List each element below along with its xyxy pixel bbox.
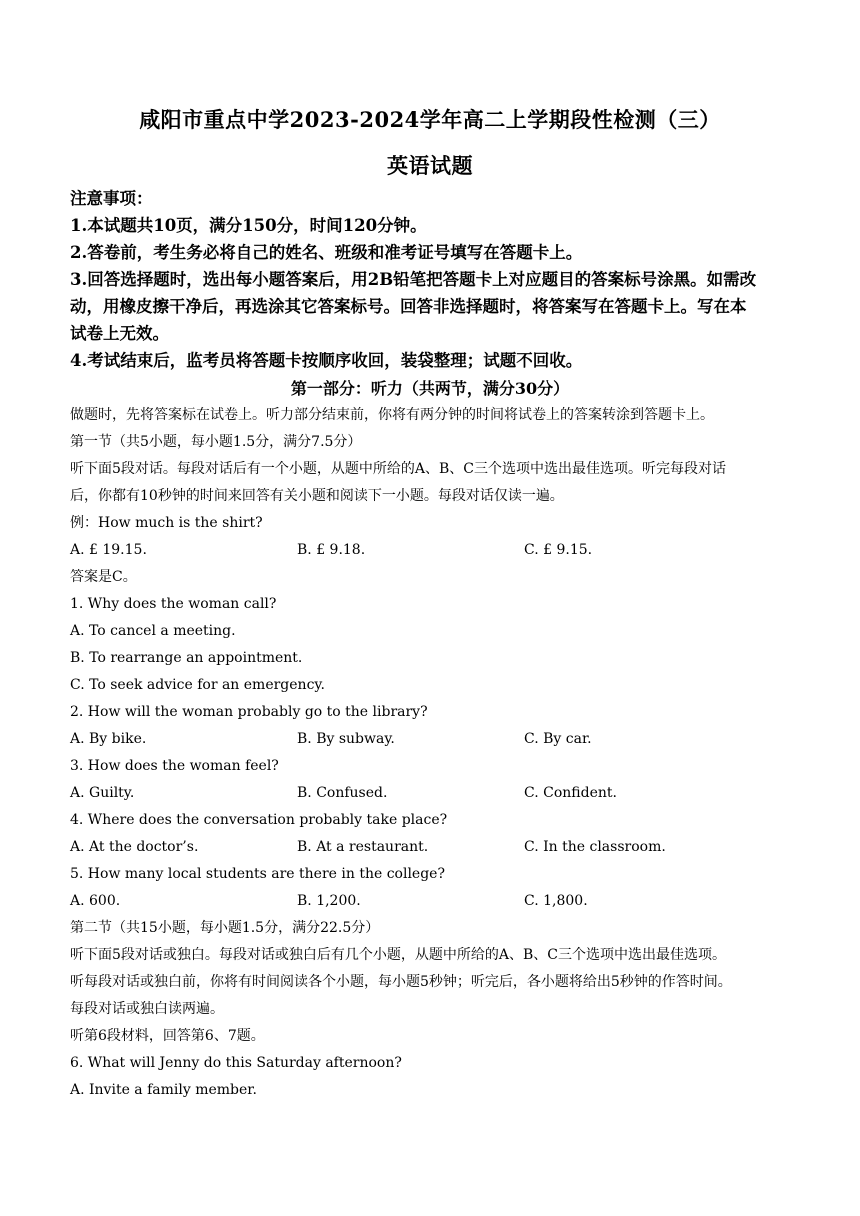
q4-option-b: B. At a restaurant. [297, 839, 429, 855]
section2-heading: 第二节（共15小题，每小题1.5分，满分22.5分） [70, 920, 380, 936]
example-question: 例：How much is the shirt? [70, 515, 263, 531]
q3-stem: 3. How does the woman feel? [70, 758, 279, 774]
part1-instruction: 做题时，先将答案标在试卷上。听力部分结束前，你将有两分钟的时间将试卷上的答案转涂到答题卡上。 [70, 407, 714, 423]
note-3-line-2: 动，用橡皮擦干净后，再选涂其它答案标号。回答非选择题时，将答案写在答题卡上。写在本 [70, 297, 747, 316]
section1-instruction-2: 后，你都有10秒钟的时间来回答有关小题和阅读下一小题。每段对话仅读一遍。 [70, 488, 564, 504]
section1-instruction-1: 听下面5段对话。每段对话后有一个小题，从题中所给的A、B、C三个选项中选出最佳选项。听完每段对话 [70, 461, 727, 477]
material6-instruction: 听第6段材料，回答第6、7题。 [70, 1028, 265, 1044]
q4-stem: 4. Where does the conversation probably take place? [70, 812, 448, 828]
note-3-line-1: 3.回答选择题时，选出每小题答案后，用2B铅笔把答题卡上对应题目的答案标号涂黑。如需改 [70, 270, 757, 289]
notes-heading: 注意事项： [70, 189, 153, 208]
section2-instruction-3: 每段对话或独白读两遍。 [70, 1001, 224, 1017]
q3-option-b: B. Confused. [297, 785, 388, 801]
q6-stem: 6. What will Jenny do this Saturday afternoon? [70, 1055, 402, 1071]
exam-subtitle: 英语试题 [387, 153, 473, 178]
section2-instruction-1: 听下面5段对话或独白。每段对话或独白后有几个小题，从题中所给的A、B、C三个选项中选出最佳选项。 [70, 947, 727, 963]
q2-stem: 2. How will the woman probably go to the library? [70, 704, 428, 720]
section1-heading: 第一节（共5小题，每小题1.5分，满分7.5分） [70, 434, 362, 450]
q3-option-a: A. Guilty. [70, 785, 135, 801]
q6-option-a: A. Invite a family member. [70, 1082, 257, 1098]
q1-option-b: B. To rearrange an appointment. [70, 650, 303, 666]
q5-stem: 5. How many local students are there in the college? [70, 866, 445, 882]
q5-option-b: B. 1,200. [297, 893, 361, 909]
part1-heading: 第一部分：听力（共两节，满分30分） [290, 379, 570, 398]
q1-option-a: A. To cancel a meeting. [70, 623, 236, 639]
section2-instruction-2: 听每段对话或独白前，你将有时间阅读各个小题，每小题5秒钟；听完后，各小题将给出5秒钟的作答时间。 [70, 974, 732, 990]
q2-option-c: C. By car. [524, 731, 592, 747]
note-2: 2.答卷前，考生务必将自己的姓名、班级和准考证号填写在答题卡上。 [70, 243, 583, 262]
q1-stem: 1. Why does the woman call? [70, 596, 277, 612]
note-4: 4.考试结束后，监考员将答题卡按顺序收回，装袋整理；试题不回收。 [70, 351, 583, 370]
example-answer: 答案是C。 [70, 569, 137, 585]
note-1: 1.本试题共10页，满分150分，时间120分钟。 [70, 216, 427, 235]
note-3-line-3: 试卷上无效。 [70, 324, 169, 343]
q5-option-c: C. 1,800. [524, 893, 588, 909]
q3-option-c: C. Confident. [524, 785, 617, 801]
q2-option-b: B. By subway. [297, 731, 395, 747]
q2-option-a: A. By bike. [70, 731, 147, 747]
example-option-a: A. £ 19.15. [70, 542, 147, 558]
exam-title: 咸阳市重点中学2023-2024学年高二上学期段性检测（三） [139, 107, 721, 132]
q1-option-c: C. To seek advice for an emergency. [70, 677, 325, 693]
example-option-b: B. £ 9.18. [297, 542, 366, 558]
q5-option-a: A. 600. [70, 893, 121, 909]
q4-option-c: C. In the classroom. [524, 839, 666, 855]
example-option-c: C. £ 9.15. [524, 542, 593, 558]
q4-option-a: A. At the doctor’s. [70, 839, 199, 855]
